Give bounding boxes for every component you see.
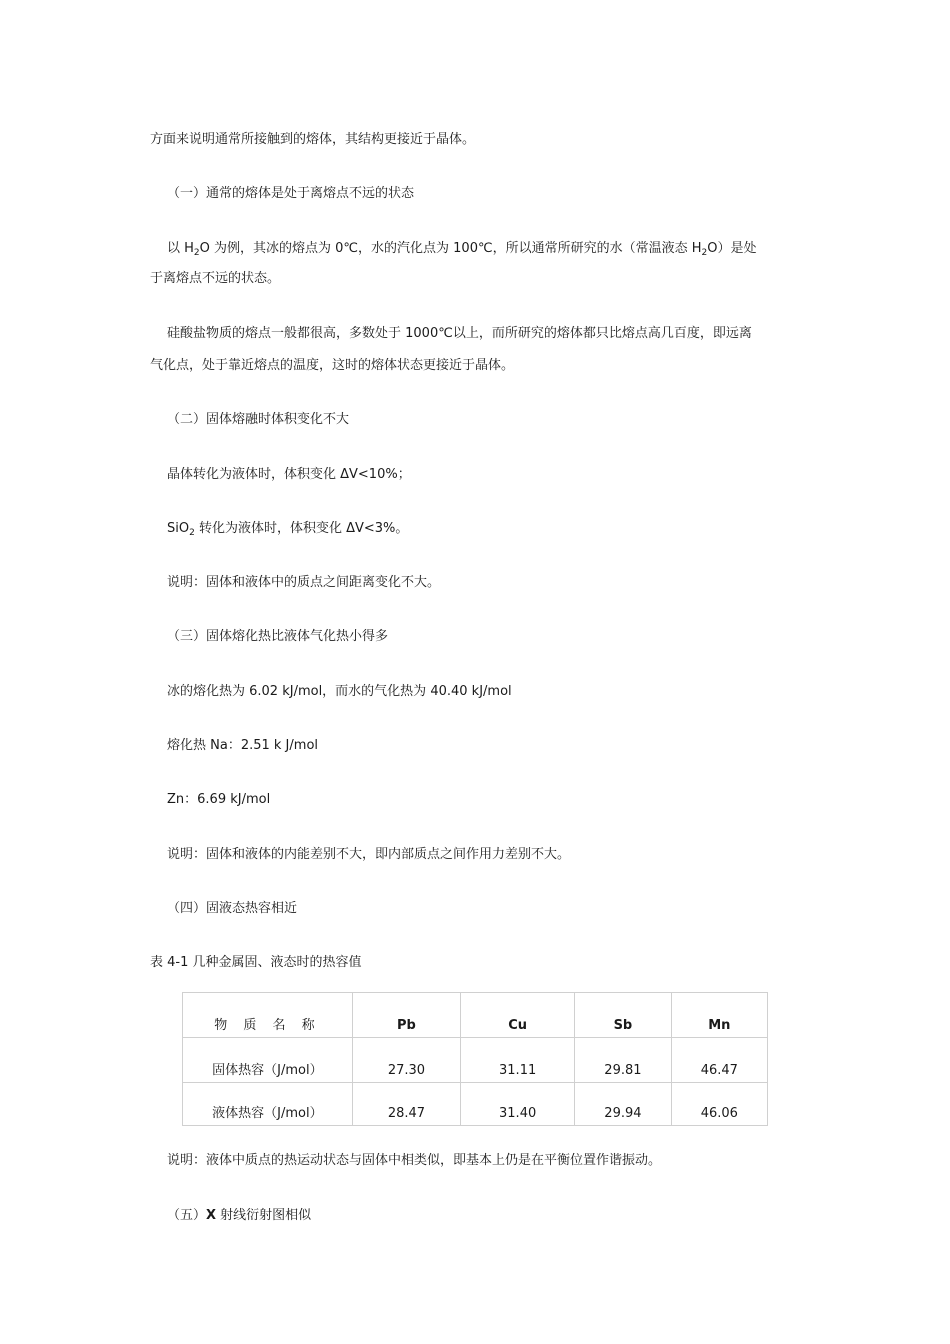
table-cell: 31.40 [461, 1083, 575, 1126]
table-cell: 28.47 [352, 1083, 460, 1126]
table-header-cell: Cu [461, 993, 575, 1038]
table-cell: 31.11 [461, 1038, 575, 1083]
table-header-cell: Pb [352, 993, 460, 1038]
text-fragment: （五） [167, 1208, 207, 1223]
heading-section-2: （二）固体熔融时体积变化不大 [167, 412, 350, 427]
paragraph-water-example [167, 240, 756, 258]
heading-section-3: （三）固体熔化热比液体气化热小得多 [167, 629, 389, 644]
table-header-cell: Mn [671, 993, 767, 1038]
table-cell: 29.94 [575, 1083, 671, 1126]
text-fragment: 射线衍射图相似 [216, 1208, 312, 1223]
table-row [183, 1038, 768, 1083]
table-row [183, 1083, 768, 1126]
table-header-cell: Sb [575, 993, 671, 1038]
paragraph-zn-heat: Zn：6.69 kJ/mol [167, 792, 271, 807]
subscript: 2 [193, 248, 200, 258]
heading-section-1: （一）通常的熔体是处于离熔点不远的状态 [167, 186, 415, 201]
paragraph-na-heat: 熔化热 Na：2.51 k J/mol [167, 738, 319, 753]
subscript: 2 [189, 528, 195, 538]
text-fragment: SiO [167, 521, 190, 536]
paragraph-water-example-cont: 于离熔点不远的状态。 [150, 271, 281, 286]
note-internal-energy: 说明：固体和液体的内能差别不大，即内部质点之间作用力差别不大。 [167, 847, 571, 862]
table-header-cell: 物 质 名 称 [183, 993, 353, 1038]
table-cell: 29.81 [575, 1038, 671, 1083]
table-cell: 27.30 [352, 1038, 460, 1083]
text-fragment: O）是处 [707, 241, 757, 256]
paragraph-silicate: 硅酸盐物质的熔点一般都很高，多数处于 1000℃以上，而所研究的熔体都只比熔点高几百度，即远离 [167, 326, 752, 341]
table-cell: 固体热容（J/mol） [183, 1038, 353, 1083]
paragraph-intro: 方面来说明通常所接触到的熔体，其结构更接近于晶体。 [150, 132, 476, 147]
heading-section-4: （四）固液态热容相近 [167, 901, 298, 916]
heat-capacity-table [182, 992, 768, 1126]
paragraph-sio2-volume [167, 520, 408, 538]
note-thermal-motion: 说明：液体中质点的热运动状态与固体中相类似，即基本上仍是在平衡位置作谐振动。 [167, 1153, 662, 1168]
text-fragment: 转化为液体时，体积变化 ΔV<3%。 [194, 521, 409, 536]
paragraph-ice-heat: 冰的熔化热为 6.02 kJ/mol，而水的气化热为 40.40 kJ/mol [167, 684, 512, 699]
table-cell: 液体热容（J/mol） [183, 1083, 353, 1126]
text-fragment: X [206, 1208, 217, 1223]
paragraph-crystal-volume: 晶体转化为液体时，体积变化 ΔV<10%； [167, 467, 411, 482]
table-header-row [183, 993, 768, 1038]
text-fragment: 以 H [167, 241, 194, 256]
subscript: 2 [701, 248, 708, 258]
paragraph-silicate-cont: 气化点，处于靠近熔点的温度，这时的熔体状态更接近于晶体。 [150, 358, 515, 373]
note-distance: 说明：固体和液体中的质点之间距离变化不大。 [167, 575, 441, 590]
table-cell: 46.47 [671, 1038, 767, 1083]
text-fragment: O 为例，其冰的熔点为 0℃，水的汽化点为 100℃，所以通常所研究的水（常温液态 H [199, 241, 702, 256]
table-caption: 表 4-1 几种金属固、液态时的热容值 [150, 955, 362, 970]
table-cell: 46.06 [671, 1083, 767, 1126]
heading-section-5 [167, 1207, 311, 1225]
